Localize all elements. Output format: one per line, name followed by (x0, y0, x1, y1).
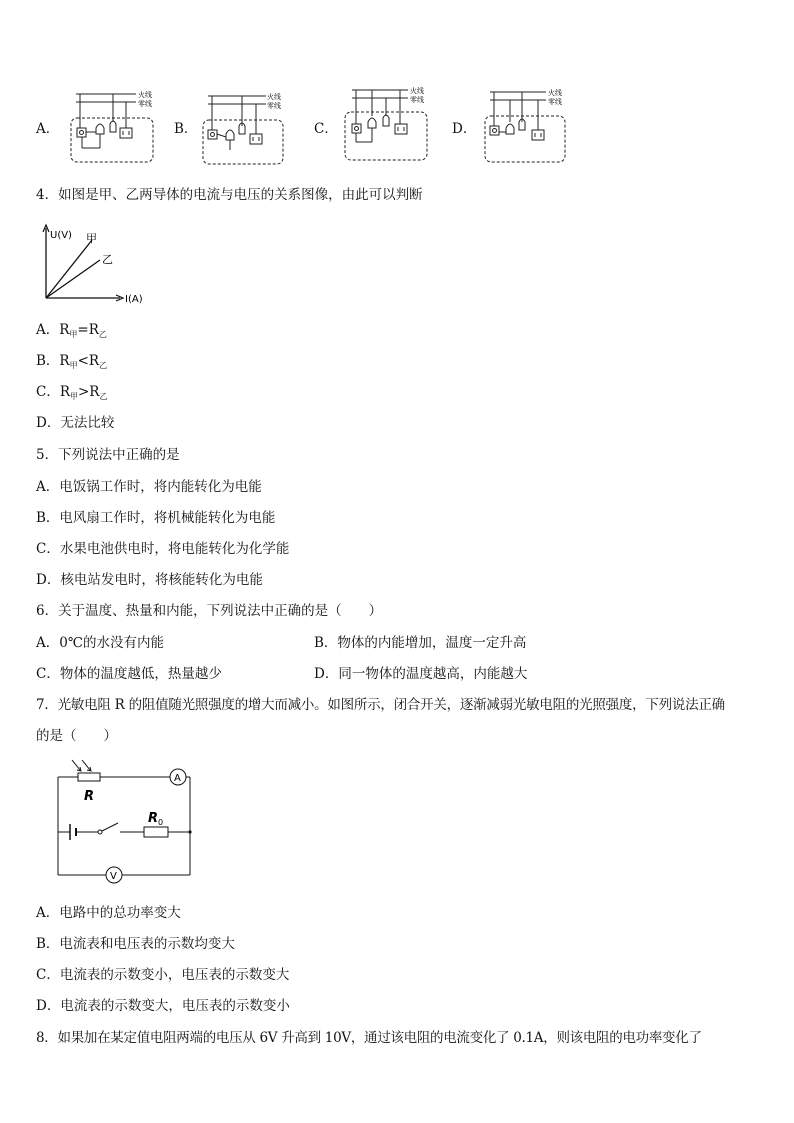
r0-subscript: 0 (158, 818, 164, 827)
q4-option-c[interactable] (36, 383, 107, 406)
q3a-fuse-icon (110, 121, 116, 132)
q3a-bulb-icon (96, 124, 104, 134)
q4-b-prefix: B．R (36, 353, 70, 369)
r0-label: R (148, 811, 159, 826)
q5-option-a[interactable]: A．电饭锅工作时，将内能转化为电能 (36, 479, 262, 495)
q4-stem: 4．如图是甲、乙两导体的电流与电压的关系图像，由此可以判断 (36, 187, 423, 203)
q4-c-prefix: C．R (36, 384, 70, 400)
q4-x-axis-label: I(A) (125, 294, 143, 305)
photoresistor-label: R (84, 789, 95, 804)
q7-option-d[interactable]: D．电流表的示数变大，电压表的示数变小 (36, 998, 290, 1014)
q7-option-c[interactable]: C．电流表的示数变小，电压表的示数变大 (36, 967, 290, 983)
q8-stem: 8．如果加在某定值电阻两端的电压从 6V 升高到 10V，通过该电阻的电流变化了 0.1A，则该电阻的电功率变化了 (36, 1030, 702, 1046)
q3d-neutral-label: 零线 (548, 98, 562, 106)
photoresistor-icon (78, 773, 100, 781)
q3-option-c-letter[interactable]: C． (314, 121, 338, 137)
q5-option-d[interactable]: D．核电站发电时，将核能转化为电能 (36, 572, 263, 588)
q3-diagram-c (342, 84, 434, 166)
q3a-switch-icon (77, 128, 86, 137)
q3b-switch-icon (208, 130, 217, 139)
q4-b-sub2: 乙 (99, 361, 108, 370)
q3-diagram-b (200, 88, 290, 168)
q3-option-d-letter[interactable]: D． (452, 121, 477, 137)
q3b-live-label: 火线 (267, 93, 281, 101)
q6-option-b[interactable]: B．物体的内能增加，温度一定升高 (314, 635, 527, 651)
q4-b-rel: <R (77, 353, 100, 369)
q4-a-sub1: 甲 (69, 330, 78, 339)
q3d-socket-icon (532, 130, 544, 140)
q3c-switch-icon (352, 124, 361, 133)
q4-y-axis-label: U(V) (50, 230, 72, 241)
q3d-live-label: 火线 (548, 89, 562, 97)
q6-option-d[interactable]: D．同一物体的温度越高，内能越大 (314, 666, 528, 682)
q7-stem-line1: 7．光敏电阻 R 的阻值随光照强度的增大而减小。如图所示，闭合开关，逐渐减弱光敏电阻的光照强度，下列说法正确 (36, 697, 725, 713)
q3d-switch-icon (490, 126, 499, 135)
q3-diagram-d (480, 86, 572, 166)
q3b-socket-icon (250, 134, 262, 144)
q6-option-c[interactable]: C．物体的温度越低，热量越少 (36, 666, 222, 682)
voltmeter-label: V (110, 871, 117, 882)
q4-a-rel: =R (77, 322, 99, 338)
q6-option-a[interactable]: A．0℃的水没有内能 (36, 635, 164, 651)
q4-b-sub1: 甲 (69, 361, 78, 370)
q3a-socket-icon (120, 128, 132, 138)
q4-c-sub2: 乙 (99, 392, 108, 401)
q4-option-a[interactable] (36, 321, 107, 344)
q4-line-yi (46, 260, 100, 298)
q7-circuit-diagram (52, 756, 197, 888)
q3b-bulb-icon (226, 130, 234, 140)
q3c-neutral-label: 零线 (410, 96, 424, 104)
q4-a-prefix: A．R (36, 322, 70, 338)
q3c-fuse-icon (383, 115, 389, 126)
q4-ui-graph (34, 222, 164, 308)
r0-resistor-icon (144, 827, 168, 837)
q3d-bulb-icon (506, 124, 514, 134)
q7-option-a[interactable]: A．电路中的总功率变大 (36, 905, 181, 921)
q4-a-sub2: 乙 (98, 330, 107, 339)
q5-option-b[interactable]: B．电风扇工作时，将机械能转化为电能 (36, 510, 276, 526)
q5-option-c[interactable]: C．水果电池供电时，将电能转化为化学能 (36, 541, 290, 557)
switch-icon (102, 823, 118, 831)
q3a-live-label: 火线 (138, 91, 152, 99)
q4-line-jia (46, 240, 92, 298)
q3-option-a-letter[interactable]: A． (36, 121, 60, 137)
q3b-neutral-label: 零线 (267, 102, 281, 110)
light-arrows-icon (72, 760, 91, 771)
q7-stem-line2: 的是（ ） (36, 728, 117, 744)
q4-option-b[interactable] (36, 352, 107, 375)
q5-stem: 5．下列说法中正确的是 (36, 447, 180, 463)
q4-line-jia-label: 甲 (86, 232, 97, 245)
q4-option-d[interactable]: D．无法比较 (36, 415, 115, 431)
q3c-bulb-icon (368, 118, 376, 128)
q4-line-yi-label: 乙 (102, 253, 113, 266)
q3-diagram-a (68, 88, 160, 168)
q3-option-b-letter[interactable]: B． (174, 121, 198, 137)
q3a-neutral-label: 零线 (138, 100, 152, 108)
q3c-live-label: 火线 (410, 87, 424, 95)
ammeter-label: A (174, 773, 181, 784)
q6-stem: 6．关于温度、热量和内能，下列说法中正确的是（ ） (36, 603, 383, 619)
q3c-socket-icon (395, 124, 407, 134)
q7-option-b[interactable]: B．电流表和电压表的示数均变大 (36, 936, 235, 952)
q4-c-sub1: 甲 (70, 392, 78, 401)
q4-c-rel: >R (78, 384, 100, 400)
